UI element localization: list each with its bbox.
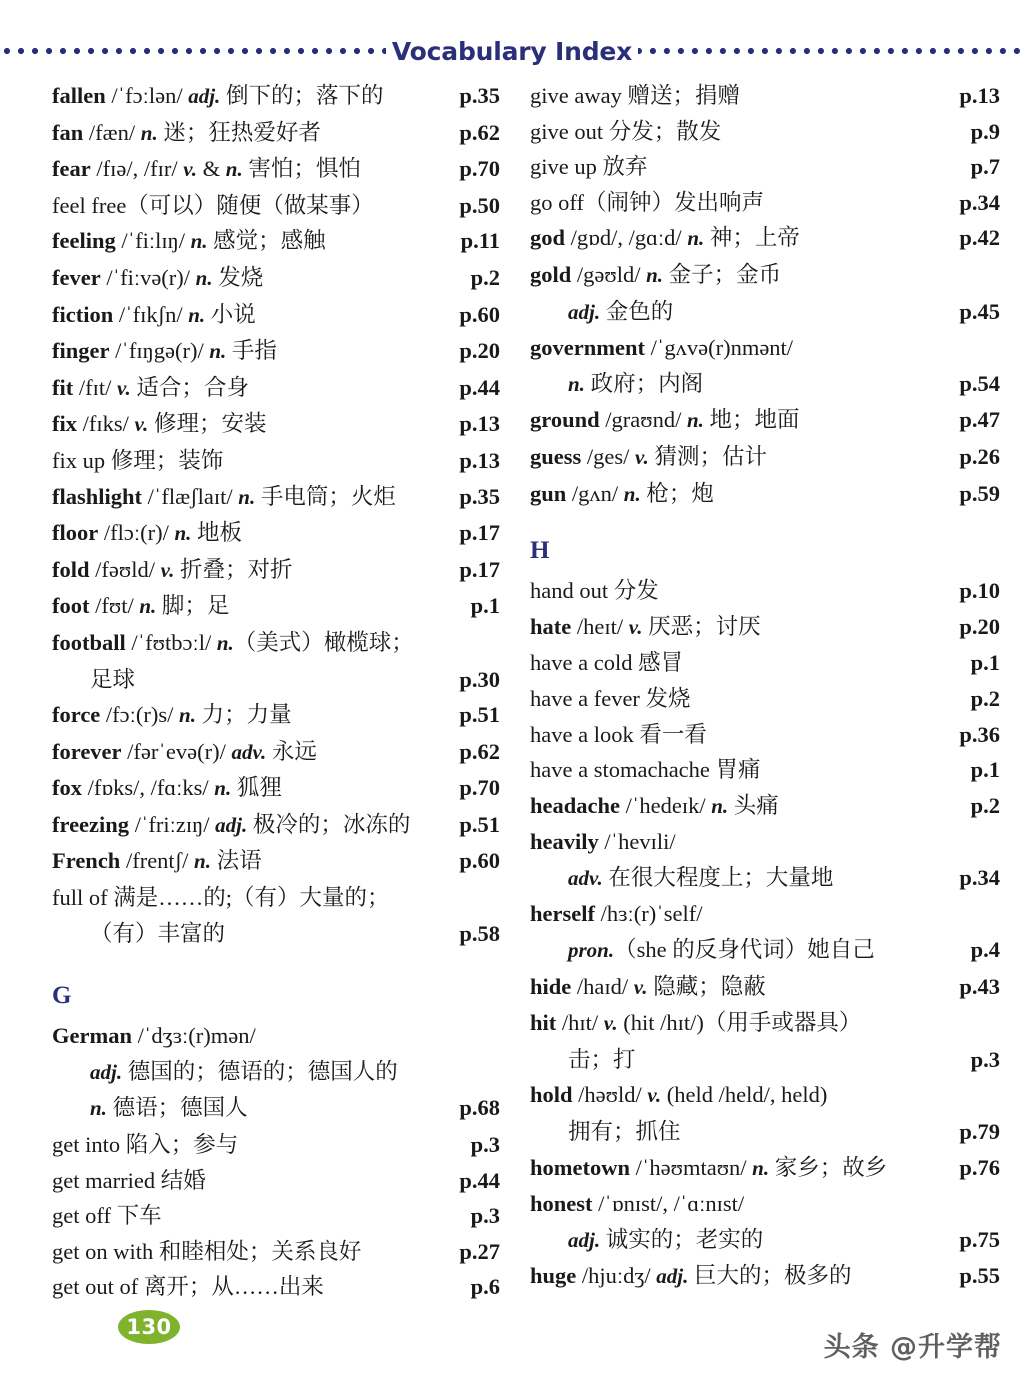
index-entry-text: feeling /ˈfiːlɪŋ/ n. 感觉；感触 <box>52 228 326 254</box>
index-entry <box>530 752 1000 788</box>
page-header <box>0 34 1024 68</box>
index-entry <box>52 479 500 516</box>
index-entry-text: hometown /ˈhəʊmtaʊn/ n. 家乡；故乡 <box>530 1154 888 1180</box>
index-entry-page: p.2 <box>970 685 1000 711</box>
index-entry <box>52 333 500 370</box>
index-entry-text: French /frentʃ/ n. 法语 <box>52 848 262 874</box>
index-entry-text: get married 结婚 <box>52 1167 206 1193</box>
index-entry-page: p.9 <box>970 118 1000 144</box>
index-entry-text: feel free（可以）随便（做某事） <box>52 192 374 218</box>
index-entry-page: p.44 <box>459 1167 500 1193</box>
index-entry-line <box>530 402 1000 439</box>
index-entry-line <box>52 1090 500 1127</box>
index-entry <box>52 1163 500 1199</box>
index-entry-line <box>52 1234 500 1270</box>
index-entry-text: force /fɔː(r)s/ n. 力；力量 <box>52 702 292 728</box>
index-entry-page: p.10 <box>959 578 1000 604</box>
index-entry-line <box>530 114 1000 150</box>
index-entry-line <box>52 588 500 625</box>
index-entry-text: foot /fʊt/ n. 脚；足 <box>52 593 230 619</box>
index-entry-text: fallen /ˈfɔːlən/ adj. 倒下的；落下的 <box>52 83 384 108</box>
index-entry-line <box>52 115 500 152</box>
index-entry <box>52 151 500 188</box>
index-entry-line <box>530 645 1000 681</box>
index-entry-line <box>52 78 500 115</box>
index-entry-line <box>52 223 500 260</box>
index-entry <box>530 1186 1000 1258</box>
index-entry <box>52 223 500 260</box>
index-entry-line <box>52 697 500 734</box>
index-entry-text: fix /fɪks/ v. 修理；安装 <box>52 411 267 437</box>
index-entry <box>52 843 500 880</box>
index-entry-page: p.45 <box>959 298 1000 324</box>
index-entry-text: hide /haɪd/ v. 隐藏；隐蔽 <box>530 973 766 999</box>
index-entry-line <box>52 807 500 844</box>
index-entry-line <box>52 443 500 479</box>
index-entry-text: ground /graʊnd/ n. 地；地面 <box>530 407 800 433</box>
left-column <box>0 78 512 1305</box>
index-entry-page: p.35 <box>459 483 500 509</box>
index-entry-text: heavily /ˈhevɪli/ <box>530 829 676 855</box>
left-column-entries <box>52 78 500 951</box>
index-entry <box>530 1005 1000 1077</box>
index-entry-line <box>530 1186 1000 1222</box>
index-entry-page: p.30 <box>459 666 500 692</box>
index-entry-text: have a stomachache 胃痛 <box>530 757 761 783</box>
index-entry <box>52 1198 500 1234</box>
index-entry-page: p.13 <box>959 83 1000 108</box>
index-entry-page: p.3 <box>970 1046 1000 1072</box>
right-column-entries <box>530 78 1000 512</box>
index-entry-line <box>52 406 500 443</box>
index-entry-page: p.44 <box>459 374 500 400</box>
index-entry-text: have a cold 感冒 <box>530 650 684 676</box>
index-entry-text: fox /fɒks/, /fɑːks/ n. 狐狸 <box>52 775 282 801</box>
index-entry-line <box>52 260 500 297</box>
index-entry-line <box>52 734 500 771</box>
index-entry-line <box>530 476 1000 513</box>
index-entry-text: 拥有；抓住 <box>568 1119 681 1145</box>
index-entry-text: hit /hɪt/ v. (hit /hɪt/)（用手或器具） <box>530 1010 862 1036</box>
index-entry-text: fan /fæn/ n. 迷；狂热爱好者 <box>52 119 321 145</box>
index-entry-page: p.60 <box>459 301 500 327</box>
index-entry-page: p.54 <box>959 370 1000 396</box>
index-entry-text: football /ˈfʊtbɔːl/ n.（美式）橄榄球； <box>52 629 414 655</box>
index-entry <box>530 476 1000 513</box>
index-entry-text: fiction /ˈfɪkʃn/ n. 小说 <box>52 301 256 327</box>
index-entry-page: p.58 <box>459 920 500 946</box>
index-entry <box>530 185 1000 221</box>
index-entry-text: forever /fərˈevə(r)/ adv. 永远 <box>52 738 317 764</box>
index-entry-page: p.62 <box>459 119 500 145</box>
index-entry-text: flashlight /ˈflæʃlaɪt/ n. 手电筒；火炬 <box>52 483 396 509</box>
index-entry-page: p.6 <box>470 1274 500 1300</box>
index-entry-text: guess /ges/ v. 猜测；估计 <box>530 443 767 469</box>
index-entry <box>530 609 1000 646</box>
index-entry <box>52 260 500 297</box>
index-entry-text: get out of 离开；从……出来 <box>52 1274 324 1300</box>
index-entry-page: p.13 <box>459 447 500 473</box>
index-entry-line <box>530 294 1000 331</box>
right-column <box>512 78 1024 1305</box>
index-entry-line <box>530 573 1000 609</box>
index-entry-line <box>530 149 1000 185</box>
index-entry-page: p.70 <box>459 775 500 801</box>
index-entry-page: p.7 <box>970 154 1000 180</box>
index-entry-text: pron.（she 的反身代词）她自己 <box>568 937 875 963</box>
index-entry-page: p.62 <box>459 738 500 764</box>
index-entry-page: p.70 <box>459 156 500 182</box>
index-entry-page: p.1 <box>970 757 1000 783</box>
index-entry-line <box>530 681 1000 717</box>
index-entry-page: p.68 <box>459 1095 500 1121</box>
index-entry-text: freezing /ˈfriːzɪŋ/ adj. 极冷的；冰冻的 <box>52 811 411 837</box>
left-column-section-entries <box>52 1018 500 1305</box>
index-entry-line <box>530 1222 1000 1259</box>
index-entry-text: adv. 在很大程度上；大量地 <box>568 864 834 890</box>
index-entry-line <box>52 880 500 916</box>
index-entry <box>530 439 1000 476</box>
index-entry-line <box>52 1018 500 1054</box>
index-entry-page: p.2 <box>470 264 500 290</box>
index-entry <box>530 220 1000 257</box>
index-entry <box>52 443 500 479</box>
index-entry-text: fit /fɪt/ v. 适合；合身 <box>52 374 249 400</box>
index-entry-line <box>52 1198 500 1234</box>
index-entry-line <box>530 330 1000 366</box>
index-entry <box>52 588 500 625</box>
index-entry-line <box>530 896 1000 932</box>
index-entry-line <box>530 366 1000 403</box>
index-entry-line <box>52 1054 500 1091</box>
index-entry <box>530 788 1000 825</box>
index-entry-page: p.50 <box>459 192 500 218</box>
index-entry <box>530 645 1000 681</box>
index-entry-line <box>530 752 1000 788</box>
index-columns <box>0 78 1024 1305</box>
index-entry-page: p.51 <box>459 702 500 728</box>
index-entry-text: give up 放弃 <box>530 154 648 180</box>
index-entry-page: p.13 <box>459 411 500 437</box>
section-letter-h: H <box>530 537 550 565</box>
index-entry-text: give away 赠送；捐赠 <box>530 83 740 108</box>
index-entry-page: p.3 <box>470 1132 500 1158</box>
index-entry-page: p.36 <box>959 721 1000 747</box>
index-entry-text: adj. 德国的；德语的；德国人的 <box>90 1058 398 1084</box>
index-entry-text: herself /hɜː(r)ˈself/ <box>530 901 703 927</box>
index-entry-line <box>530 1005 1000 1042</box>
index-entry-line <box>530 220 1000 257</box>
index-entry-text: have a look 看一看 <box>530 721 707 747</box>
index-entry-page: p.60 <box>459 848 500 874</box>
index-entry <box>52 880 500 951</box>
index-entry-text: （有）丰富的 <box>90 920 226 946</box>
index-entry-page: p.17 <box>459 520 500 546</box>
index-entry <box>530 257 1000 330</box>
index-entry-line <box>530 788 1000 825</box>
index-entry <box>52 552 500 589</box>
index-entry <box>530 330 1000 402</box>
index-entry-line <box>52 297 500 334</box>
index-entry-line <box>530 969 1000 1006</box>
header-dotted-rule-left <box>0 34 386 68</box>
index-entry-page: p.1 <box>470 593 500 619</box>
index-entry <box>530 114 1000 150</box>
index-entry-line <box>52 625 500 662</box>
index-entry-page: p.1 <box>970 650 1000 676</box>
index-entry-line <box>530 824 1000 860</box>
index-entry-page: p.11 <box>460 228 500 254</box>
index-entry-text: headache /ˈhedeɪk/ n. 头痛 <box>530 792 779 818</box>
index-entry-text: fold /fəʊld/ v. 折叠；对折 <box>52 556 293 582</box>
index-entry <box>52 1234 500 1270</box>
index-entry <box>52 515 500 552</box>
index-entry-page: p.55 <box>959 1263 1000 1289</box>
index-entry-line <box>52 1127 500 1163</box>
index-entry-text: huge /hjuːdʒ/ adj. 巨大的；极多的 <box>530 1263 852 1289</box>
index-entry-text: fever /ˈfiːvə(r)/ n. 发烧 <box>52 264 264 290</box>
index-entry-text: n. 德语；德国人 <box>90 1095 248 1121</box>
index-entry-line <box>52 662 500 698</box>
index-entry-text: go off（闹钟）发出响声 <box>530 189 764 215</box>
index-entry-line <box>530 257 1000 294</box>
index-entry-text: fear /fɪə/, /fɪr/ v. & n. 害怕；惧怕 <box>52 156 361 182</box>
watermark: 头条 @升学帮 <box>823 1332 1002 1363</box>
index-entry-text: give out 分发；散发 <box>530 118 722 144</box>
index-entry-text: 击；打 <box>568 1046 636 1072</box>
index-entry-page: p.59 <box>959 480 1000 506</box>
index-entry <box>530 1258 1000 1295</box>
index-entry <box>52 1269 500 1305</box>
index-entry-page: p.75 <box>959 1226 1000 1252</box>
index-entry <box>52 770 500 807</box>
index-entry <box>530 824 1000 896</box>
index-entry-line <box>52 1163 500 1199</box>
index-entry-page: p.27 <box>459 1238 500 1264</box>
index-entry-line <box>52 770 500 807</box>
index-entry-line <box>52 916 500 952</box>
index-entry <box>530 969 1000 1006</box>
index-entry-line <box>530 185 1000 221</box>
index-entry-line <box>530 860 1000 897</box>
index-entry-text: finger /ˈfɪŋgə(r)/ n. 手指 <box>52 338 277 364</box>
right-column-section-entries <box>530 573 1000 1295</box>
index-entry-page: p.51 <box>459 811 500 837</box>
index-entry-text: have a fever 发烧 <box>530 685 691 711</box>
index-entry <box>530 681 1000 717</box>
index-entry <box>52 734 500 771</box>
index-entry-text: fix up 修理；装饰 <box>52 447 224 473</box>
index-entry-text: hand out 分发 <box>530 578 659 604</box>
header-dotted-rule-right <box>638 34 1024 68</box>
index-entry-text: gold /gəʊld/ n. 金子；金币 <box>530 261 782 287</box>
index-entry-page: p.35 <box>459 83 500 108</box>
index-entry-page: p.76 <box>959 1154 1000 1180</box>
index-entry <box>52 1018 500 1127</box>
index-entry <box>52 406 500 443</box>
index-entry-page: p.34 <box>959 189 1000 215</box>
index-entry-page: p.20 <box>959 613 1000 639</box>
index-entry-line <box>52 188 500 224</box>
index-entry-page: p.17 <box>459 556 500 582</box>
index-entry <box>52 697 500 734</box>
index-entry-line <box>52 370 500 407</box>
index-entry <box>530 78 1000 114</box>
index-entry-text: god /gɒd/, /gɑːd/ n. 神；上帝 <box>530 225 800 251</box>
index-entry-page: p.47 <box>959 407 1000 433</box>
index-entry <box>52 625 500 697</box>
index-entry-line <box>530 78 1000 114</box>
index-entry-text: government /ˈgʌvə(r)nmənt/ <box>530 335 794 361</box>
index-entry-line <box>530 1114 1000 1150</box>
index-entry <box>530 1077 1000 1149</box>
index-entry-line <box>52 515 500 552</box>
index-entry-text: get into 陷入；参与 <box>52 1132 239 1158</box>
index-entry-page: p.2 <box>970 792 1000 818</box>
index-entry-text: honest /ˈɒnɪst/, /ˈɑːnɪst/ <box>530 1191 745 1217</box>
index-entry-text: full of 满是……的;（有）大量的； <box>52 885 390 911</box>
index-entry-page: p.34 <box>959 864 1000 890</box>
index-entry-page: p.3 <box>470 1203 500 1229</box>
index-entry-text: gun /gʌn/ n. 枪；炮 <box>530 480 714 506</box>
index-entry-line <box>530 1042 1000 1078</box>
index-entry-page: p.26 <box>959 443 1000 469</box>
index-entry <box>530 896 1000 968</box>
index-entry-line <box>530 1150 1000 1187</box>
index-entry-line <box>52 479 500 516</box>
index-entry <box>52 370 500 407</box>
index-entry-line <box>52 1269 500 1305</box>
index-entry-line <box>52 333 500 370</box>
page-number-badge <box>118 1310 180 1344</box>
page-number: 130 <box>126 1315 172 1339</box>
section-letter-g: G <box>52 982 72 1010</box>
index-entry-text: adj. 诚实的；老实的 <box>568 1226 764 1252</box>
index-entry <box>52 78 500 115</box>
index-entry-line <box>52 151 500 188</box>
index-entry-text: n. 政府；内阁 <box>568 370 704 396</box>
index-entry-line <box>530 1077 1000 1114</box>
index-entry <box>530 1150 1000 1187</box>
index-entry-page: p.42 <box>959 225 1000 251</box>
index-entry-page: p.43 <box>959 973 1000 999</box>
index-entry-text: German /ˈdʒɜː(r)mən/ <box>52 1023 256 1049</box>
index-entry-line <box>530 609 1000 646</box>
index-entry-line <box>530 717 1000 753</box>
index-entry-page: p.20 <box>459 338 500 364</box>
index-entry-line <box>530 932 1000 969</box>
index-entry <box>530 573 1000 609</box>
page-title: Vocabulary Index <box>391 36 633 66</box>
index-entry-text: get on with 和睦相处；关系良好 <box>52 1238 362 1264</box>
index-entry-line <box>52 843 500 880</box>
index-entry-text: get off 下车 <box>52 1203 162 1229</box>
index-entry <box>52 807 500 844</box>
index-entry-text: floor /flɔː(r)/ n. 地板 <box>52 520 243 546</box>
index-entry <box>530 149 1000 185</box>
index-entry <box>530 402 1000 439</box>
index-entry-text: 足球 <box>90 666 136 692</box>
index-entry <box>530 717 1000 753</box>
index-entry-page: p.4 <box>970 937 1000 963</box>
index-entry-line <box>52 552 500 589</box>
index-entry <box>52 1127 500 1163</box>
index-entry-text: hate /heɪt/ v. 厌恶；讨厌 <box>530 613 761 639</box>
index-entry-page: p.79 <box>959 1119 1000 1145</box>
index-entry-text: adj. 金色的 <box>568 298 674 324</box>
index-entry-line <box>530 439 1000 476</box>
index-entry-text: hold /həʊld/ v. (held /held/, held) <box>530 1082 828 1108</box>
index-entry <box>52 115 500 152</box>
index-entry-line <box>530 1258 1000 1295</box>
index-entry <box>52 297 500 334</box>
index-entry <box>52 188 500 224</box>
